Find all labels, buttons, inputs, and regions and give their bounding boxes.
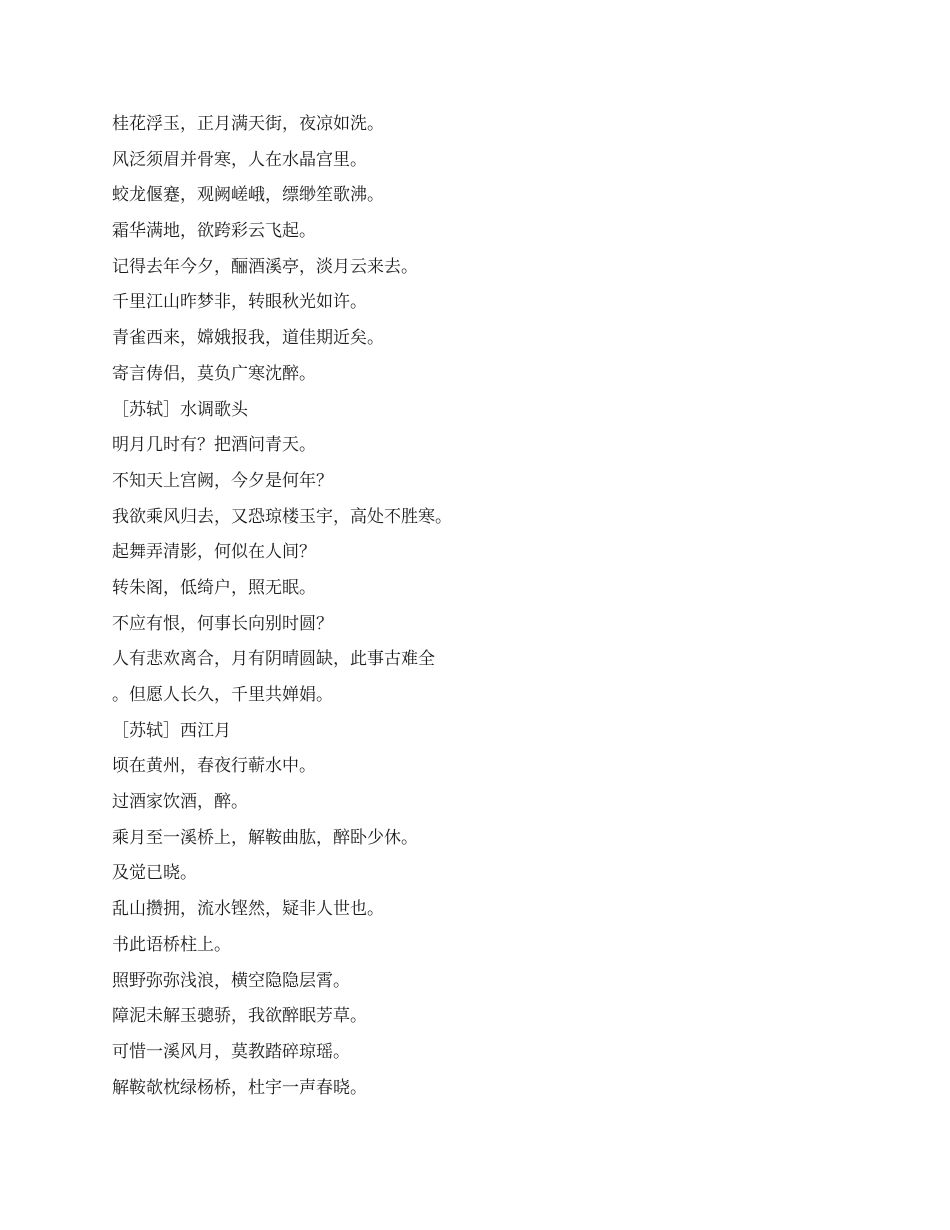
text-line: 桂花浮玉，正月满天街，夜凉如洗。 [112, 114, 384, 134]
text-line: 不应有恨，何事长向别时圆？ [112, 613, 333, 634]
text-line: 解鞍欹枕绿杨桥，杜宇一声春晓。 [112, 1077, 367, 1098]
text-line: 我欲乘风归去，又恐琼楼玉宇，高处不胜寒。 [112, 506, 452, 527]
text-line: 。但愿人长久，千里共婵娟。 [112, 685, 333, 705]
text-line: 霜华满地，欲跨彩云飞起。 [112, 221, 316, 242]
text-line: 记得去年今夕，酾酒溪亭，淡月云来去。 [112, 256, 418, 277]
text-line: 人有悲欢离合，月有阴晴圆缺，此事古难全 [112, 649, 435, 670]
text-line: 转朱阁，低绮户，照无眠。 [112, 577, 316, 598]
text-line: 乱山攒拥，流水铿然，疑非人世也。 [112, 899, 384, 920]
text-line: 不知天上宫阙，今夕是何年？ [112, 470, 333, 491]
text-line: 风泛须眉并骨寒，人在水晶宫里。 [112, 149, 367, 170]
text-line: 过酒家饮酒，醉。 [112, 792, 248, 813]
text-line: 乘月至一溪桥上，解鞍曲肱，醉卧少休。 [112, 827, 418, 848]
text-line: 照野弥弥浅浪，横空隐隐层霄。 [112, 970, 350, 991]
poem-heading: ［苏轼］水调歌头 [112, 399, 248, 420]
text-line: 起舞弄清影，何似在人间？ [112, 542, 316, 563]
text-line: 顷在黄州，春夜行蕲水中。 [112, 756, 316, 777]
text-line: 明月几时有？把酒问青天。 [112, 435, 316, 456]
text-line: 千里江山昨梦非，转眼秋光如许。 [112, 292, 367, 313]
text-line: 蛟龙偃蹇，观阙嵯峨，缥缈笙歌沸。 [112, 185, 384, 206]
poem-text-block [112, 107, 892, 1106]
text-line: 青雀西来，嫦娥报我，道佳期近矣。 [112, 328, 384, 349]
text-line: 寄言俦侣，莫负广寒沈醉。 [112, 363, 316, 384]
text-line: 可惜一溪风月，莫教踏碎琼瑶。 [112, 1041, 350, 1062]
text-line: 书此语桥柱上。 [112, 934, 231, 955]
poem-heading: ［苏轼］西江月 [112, 720, 231, 741]
text-line: 及觉已晓。 [112, 863, 197, 884]
text-line: 障泥未解玉骢骄，我欲醉眠芳草。 [112, 1006, 367, 1027]
